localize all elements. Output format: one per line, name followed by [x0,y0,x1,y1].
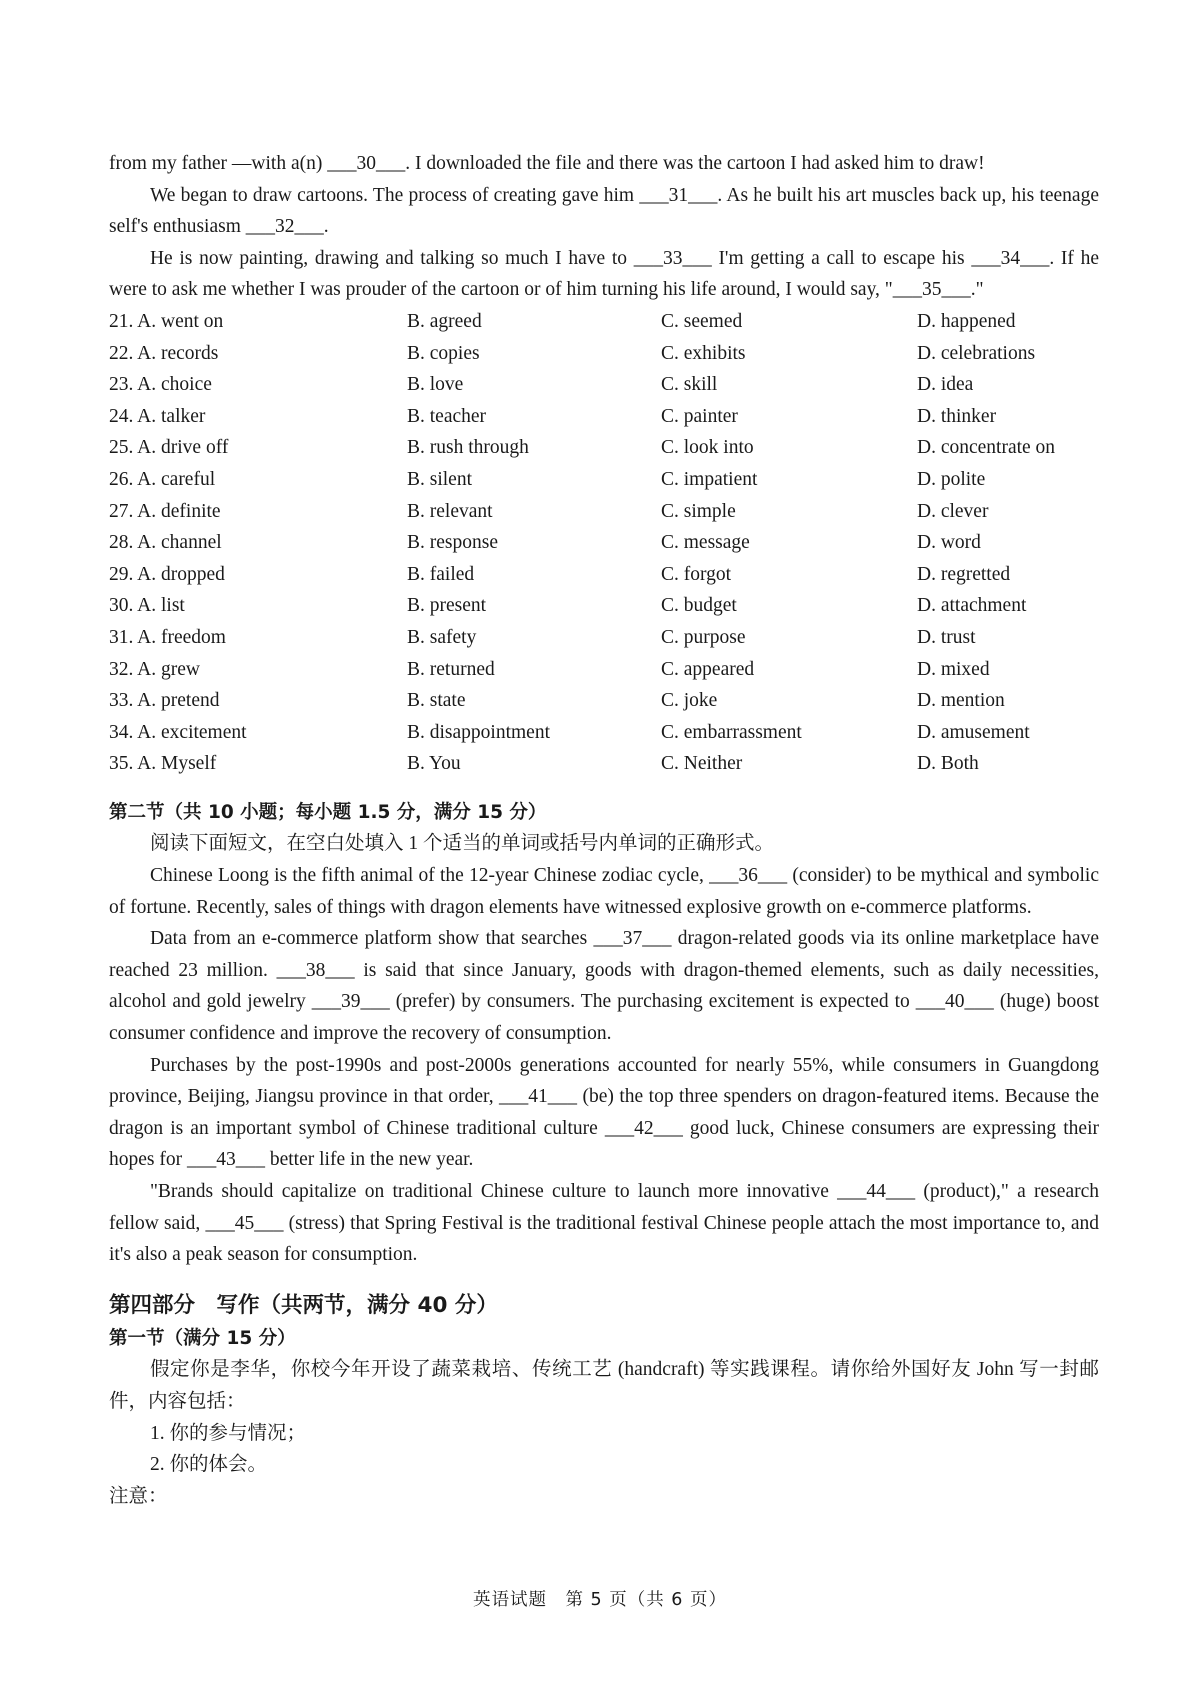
option-a: 26. A. careful [109,468,216,490]
option-d: D. idea [917,374,974,396]
option-d: D. polite [917,468,986,490]
option-d: D. mention [917,690,1005,712]
option-b: B. failed [407,563,475,585]
writing-prompt: 假定你是李华，你校今年开设了蔬菜栽培、传统工艺 (handcraft) 等实践课程。请你给外国好友 John 写一封邮件，内容包括： [109,1359,1099,1412]
option-b: B. returned [407,658,495,680]
option-c: C. exhibits [661,342,746,364]
option-d: D. happened [917,310,1016,332]
section-2-paragraph-1: Chinese Loong is the fifth animal of the 12-year Chinese zodiac cycle, ___36___ (consider) to be mythical and symbolic of fortune. Recently, sales of things with dragon elements have witnessed explosive growth on e-commerce platforms. [109,865,1099,918]
option-c: C. forgot [661,563,732,585]
option-a: 23. A. choice [109,374,212,396]
option-row [109,559,1099,591]
option-row [109,527,1099,559]
option-row [109,401,1099,433]
option-c: C. look into [661,437,754,459]
option-b: B. rush through [407,437,529,459]
option-d: D. mixed [917,658,990,680]
page-content [109,148,1099,1512]
option-row [109,464,1099,496]
option-a: 33. A. pretend [109,690,220,712]
option-b: B. You [407,753,461,775]
option-c: C. seemed [661,310,743,332]
option-b: B. disappointment [407,721,550,743]
option-d: D. amusement [917,721,1030,743]
option-row [109,590,1099,622]
passage-paragraph-3: He is now painting, drawing and talking so much I have to ___33___ I'm getting a call to escape his ___34___. If he were to ask me whether I was prouder of the cartoon or of him turning his life around, I would say, "___35___." [109,247,1099,301]
section-2-paragraph-3: Purchases by the post-1990s and post-2000s generations accounted for nearly 55%, while consumers in Guangdong province, Beijing, Jiangsu province in that order, ___41___ (be) the top three spenders on dragon-featured items. Because the dragon is an important symbol of Chinese traditional culture ___42___ good luck, Chinese consumers are expressing their hopes for ___43___ better life in the new year. [109,1054,1099,1171]
option-a: 22. A. records [109,342,219,364]
option-row [109,622,1099,654]
option-d: D. celebrations [917,342,1036,364]
option-row [109,338,1099,370]
option-c: C. painter [661,405,738,427]
section-2-heading: 第二节（共 10 小题；每小题 1.5 分，满分 15 分） [109,801,547,823]
passage-paragraph-2: We began to draw cartoons. The process of creating gave him ___31___. As he built his art muscles back up, his teenage self's enthusiasm ___32___. [109,184,1099,238]
option-a: 25. A. drive off [109,437,229,459]
option-b: B. safety [407,626,477,648]
options-table [109,306,1099,780]
option-a: 29. A. dropped [109,563,225,585]
option-a: 35. A. Myself [109,753,217,775]
option-d: D. attachment [917,595,1027,617]
option-a: 24. A. talker [109,405,206,427]
option-d: D. regretted [917,563,1011,585]
option-c: C. impatient [661,468,758,490]
option-a: 32. A. grew [109,658,200,680]
option-b: B. copies [407,342,480,364]
writing-note: 注意： [109,1485,168,1507]
option-a: 30. A. list [109,595,185,617]
part-4-sub-heading: 第一节（满分 15 分） [109,1327,296,1349]
option-d: D. word [917,532,981,554]
option-a: 28. A. channel [109,532,222,554]
page-footer: 英语试题 第 5 页（共 6 页） [472,1590,728,1610]
option-b: B. love [407,374,464,396]
section-2-paragraph-2: Data from an e-commerce platform show that searches ___37___ dragon-related goods via its online marketplace have reached 23 million. ___38___ is said that since January, goods with dragon-themed elements, such as daily necessities, alcohol and gold jewelry ___39___ (prefer) by consumers. The purchasing excitement is expected to ___40___ (huge) boost consumer confidence and improve the recovery of consumption. [109,928,1099,1045]
option-d: D. concentrate on [917,437,1056,459]
option-c: C. simple [661,500,736,522]
option-b: B. agreed [407,310,482,332]
option-row [109,685,1099,717]
option-c: C. Neither [661,753,743,775]
option-b: B. response [407,532,498,554]
option-c: C. message [661,532,750,554]
option-c: C. purpose [661,626,746,648]
option-row [109,654,1099,686]
option-row [109,369,1099,401]
option-row [109,306,1099,338]
option-a: 27. A. definite [109,500,221,522]
option-c: C. appeared [661,658,755,680]
option-d: D. trust [917,626,976,648]
option-c: C. skill [661,374,718,396]
option-d: D. thinker [917,405,997,427]
option-b: B. state [407,690,466,712]
option-b: B. silent [407,468,473,490]
option-c: C. joke [661,690,718,712]
option-a: 31. A. freedom [109,626,226,648]
option-c: C. embarrassment [661,721,802,743]
option-b: B. teacher [407,405,487,427]
option-b: B. present [407,595,487,617]
passage-paragraph-1: from my father —with a(n) ___30___. I downloaded the file and there was the cartoon I had asked him to draw! [109,153,985,174]
option-d: D. clever [917,500,989,522]
option-row [109,748,1099,780]
option-a: 34. A. excitement [109,721,247,743]
option-b: B. relevant [407,500,493,522]
writing-item-1: 1. 你的参与情况； [149,1422,306,1444]
section-2-paragraph-4: "Brands should capitalize on traditional Chinese culture to launch more innovative ___44___ (product)," a research fellow said, ___45___ (stress) that Spring Festival is the traditional festival Chinese people attach the most importance to, and it's also a peak season for consumption. [109,1181,1099,1266]
option-c: C. budget [661,595,737,617]
section-2-instruction: 阅读下面短文，在空白处填入 1 个适当的单词或括号内单词的正确形式。 [149,833,774,855]
writing-item-2: 2. 你的体会。 [149,1454,267,1476]
option-row [109,432,1099,464]
option-a: 21. A. went on [109,310,224,332]
option-d: D. Both [917,753,979,775]
option-row [109,717,1099,749]
part-4-heading: 第四部分 写作（共两节，满分 40 分） [109,1292,498,1318]
option-row [109,496,1099,528]
